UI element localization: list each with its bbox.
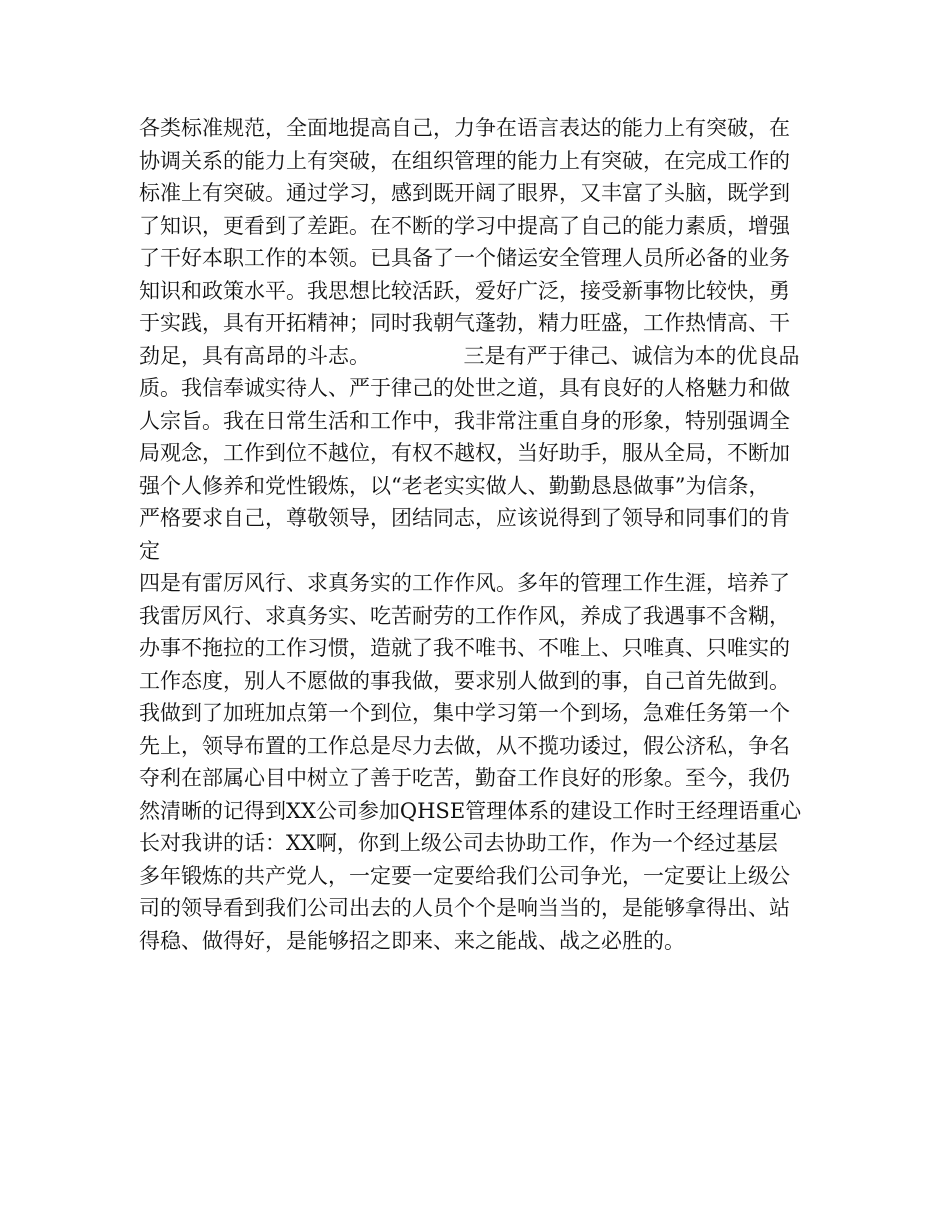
text-line: 协调关系的能力上有突破，在组织管理的能力上有突破，在完成工作的 (139, 148, 790, 173)
text-line: 定 (139, 538, 160, 563)
text-line: 先上，领导布置的工作总是尽力去做，从不揽功诿过，假公济私，争名 (139, 733, 790, 758)
text-line: 得稳、做得好，是能够招之即来、来之能战、战之必胜的。 (139, 928, 685, 953)
text-line: 我雷厉风行、求真务实、吃苦耐劳的工作作风，养成了我遇事不含糊， (139, 603, 790, 628)
text-line: 然清晰的记得到XX公司参加QHSE管理体系的建设工作时王经理语重心 (139, 798, 802, 823)
text-line: 知识和政策水平。我思想比较活跃，爱好广泛，接受新事物比较快，勇 (139, 278, 790, 303)
text-line: 强个人修养和党性锻炼，以“老老实实做人、勤勤恳恳做事”为信条， (139, 473, 770, 498)
text-line: 各类标准规范，全面地提高自己，力争在语言表达的能力上有突破，在 (139, 116, 790, 140)
text-line: 我做到了加班加点第一个到位，集中学习第一个到场，急难任务第一个 (139, 701, 790, 725)
text-line: 工作态度，别人不愿做的事我做，要求别人做到的事，自己首先做到。 (139, 668, 790, 693)
text-line: 司的领导看到我们公司出去的人员个个是响当当的，是能够拿得出、站 (139, 896, 790, 920)
text-line: 了知识，更看到了差距。在不断的学习中提高了自己的能力素质，增强 (139, 213, 790, 238)
text-line: 标准上有突破。通过学习，感到既开阔了眼界，又丰富了头脑，既学到 (139, 181, 790, 205)
text-line: 严格要求自己，尊敬领导，团结同志，应该说得到了领导和同事们的肯 (139, 506, 790, 530)
body-text (139, 112, 839, 957)
text-line: 夺利在部属心目中树立了善于吃苦，勤奋工作良好的形象。至今，我仍 (139, 766, 790, 790)
text-line: 长对我讲的话：XX啊，你到上级公司去协助工作，作为一个经过基层 (139, 831, 778, 855)
text-line: 于实践，具有开拓精神；同时我朝气蓬勃，精力旺盛，工作热情高、干 (139, 311, 790, 335)
text-line: 多年锻炼的共产党人，一定要一定要给我们公司争光，一定要让上级公 (139, 863, 790, 888)
text-line: 办事不拖拉的工作习惯，造就了我不唯书、不唯上、只唯真、只唯实的 (139, 636, 790, 660)
text-line: 了干好本职工作的本领。已具备了一个储运安全管理人员所必备的业务 (139, 246, 790, 270)
text-line: 质。我信奉诚实待人、严于律己的处世之道，具有良好的人格魅力和做 (139, 376, 790, 400)
text-line: 四是有雷厉风行、求真务实的工作作风。多年的管理工作生涯，培养了 (139, 571, 790, 595)
text-line: 局观念，工作到位不越位，有权不越权，当好助手，服从全局，不断加 (139, 441, 790, 465)
text-line: 劲足，具有高昂的斗志。 三是有严于律己、诚信为本的优良品 (139, 343, 800, 368)
text-line: 人宗旨。我在日常生活和工作中，我非常注重自身的形象，特别强调全 (139, 408, 790, 433)
